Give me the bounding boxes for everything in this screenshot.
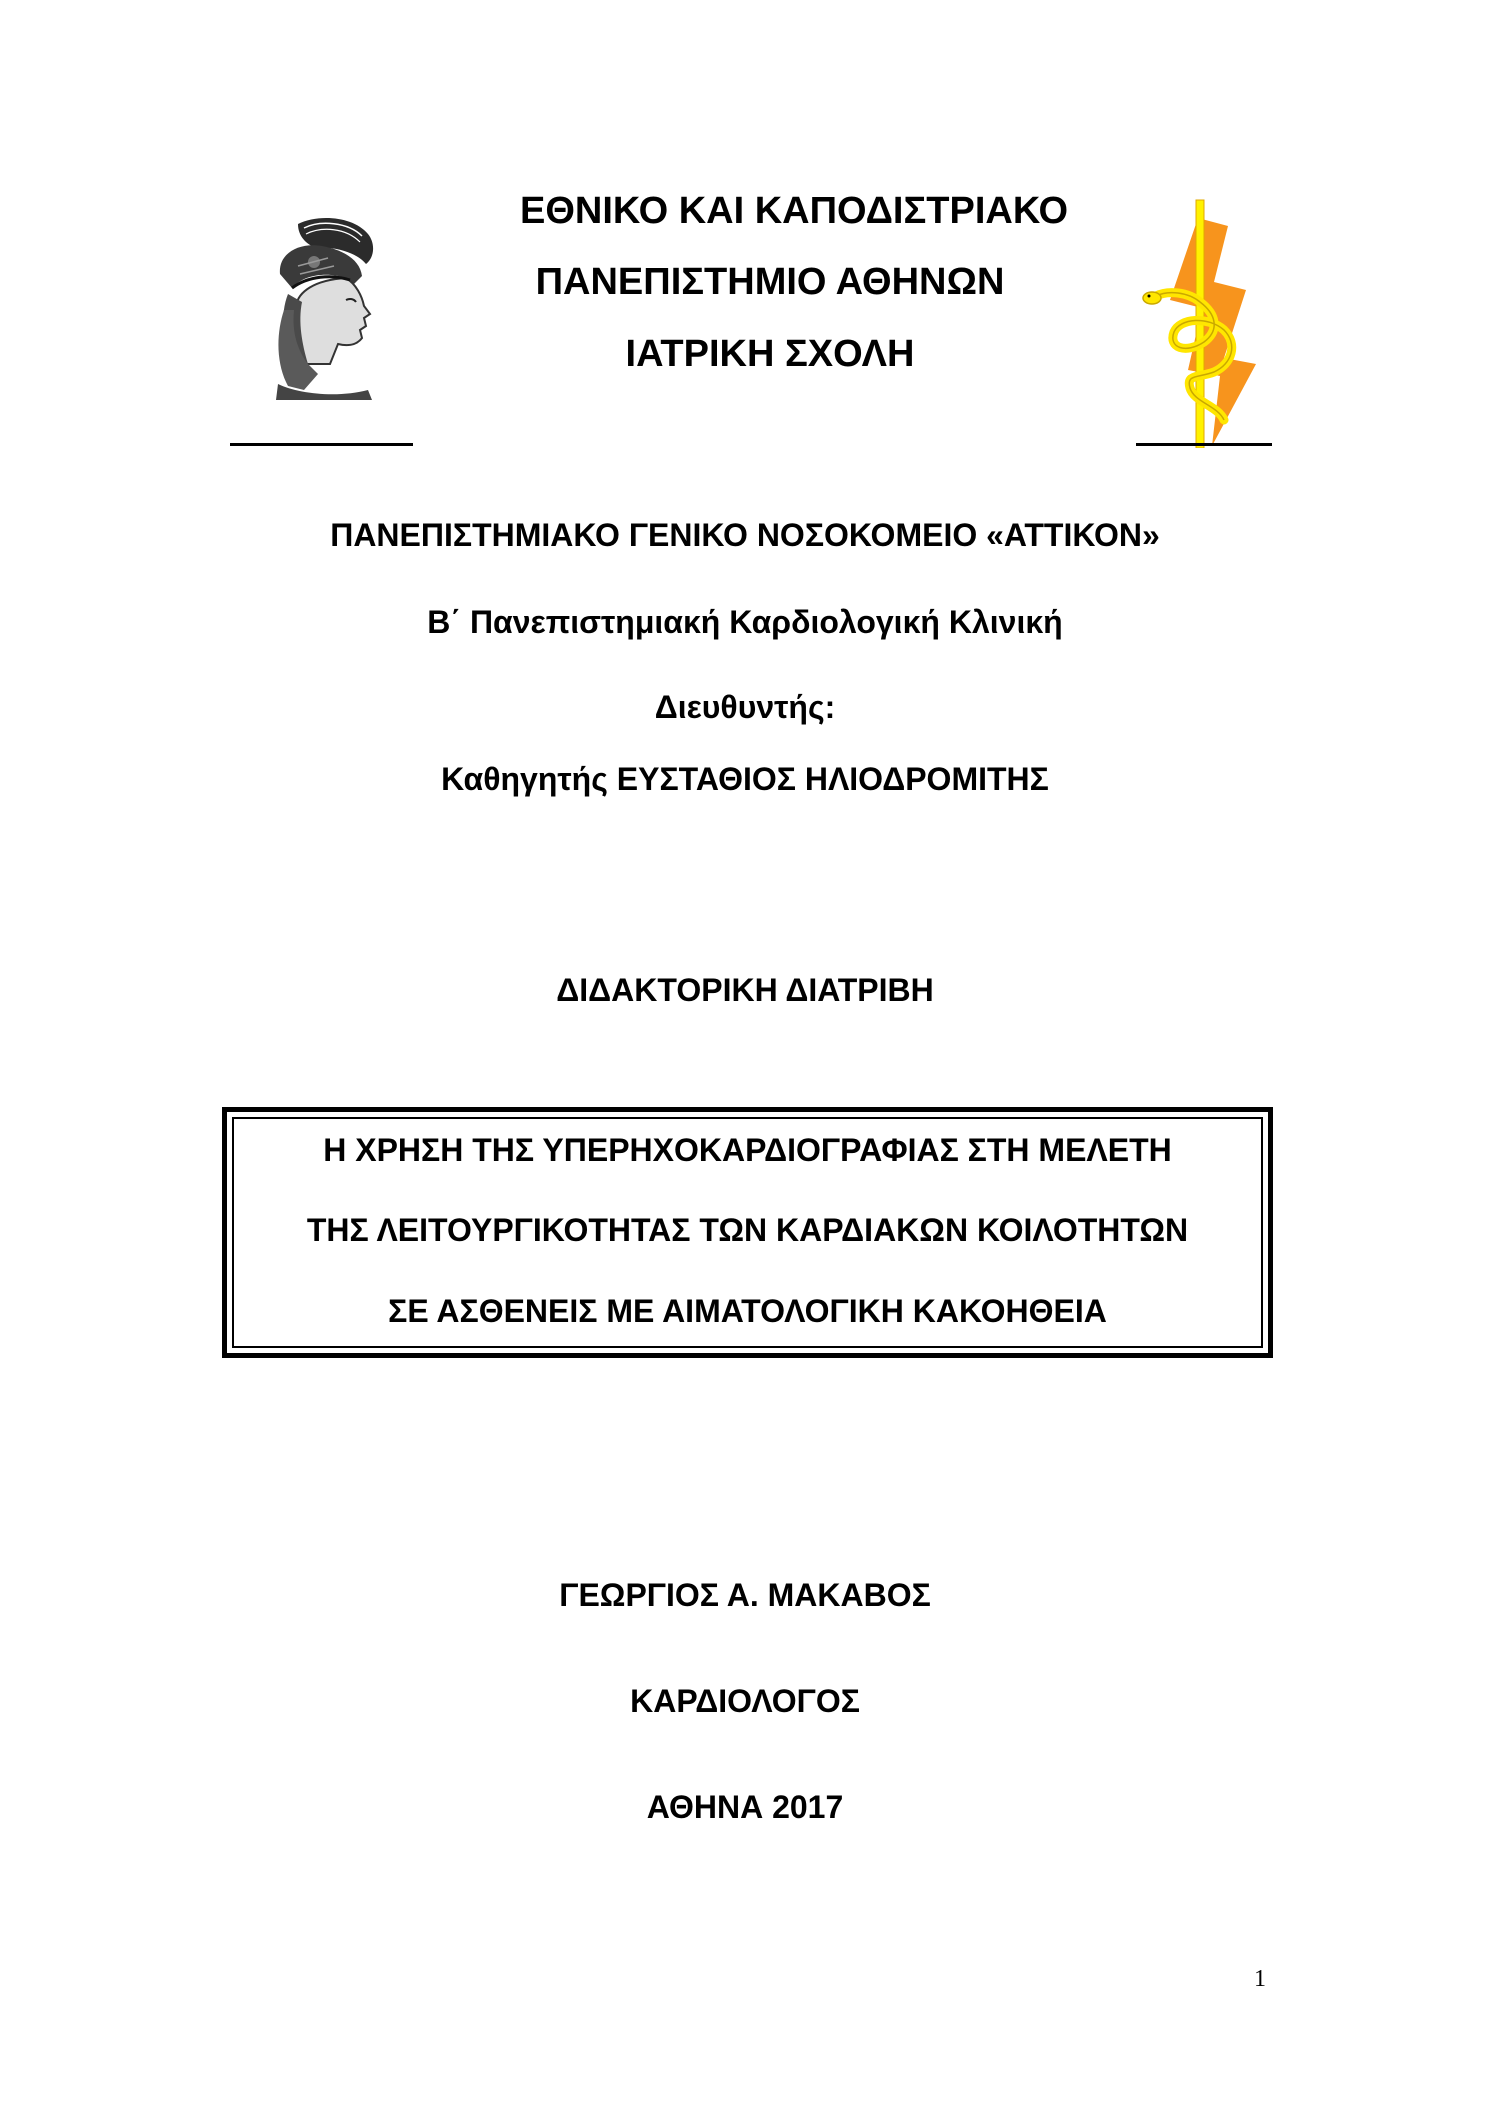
medical-lightning-icon <box>1128 198 1278 448</box>
document-type: ΔΙΔΑΚΤΟΡΙΚΗ ΔΙΑΤΡΙΒΗ <box>556 972 934 1008</box>
director-name: Καθηγητής ΕΥΣΤΑΘΙΟΣ ΗΛΙΟΔΡΟΜΙΤΗΣ <box>441 761 1049 797</box>
author-specialty: ΚΑΡΔΙΟΛΟΓΟΣ <box>630 1683 860 1719</box>
thesis-title-line-2: ΤΗΣ ΛΕΙΤΟΥΡΓΙΚΟΤΗΤΑΣ ΤΩΝ ΚΑΡΔΙΑΚΩΝ ΚΟΙΛΟΤΗΤΩΝ <box>306 1212 1189 1248</box>
clinic-name: Β΄ Πανεπιστημιακή Καρδιολογική Κλινική <box>427 604 1063 640</box>
university-name-line-1: ΕΘΝΙΚΟ ΚΑΙ ΚΑΠΟΔΙΣΤΡΙΑΚΟ <box>520 190 1069 232</box>
thesis-title-line-3: ΣΕ ΑΣΘΕΝΕΙΣ ΜΕ ΑΙΜΑΤΟΛΟΓΙΚΗ ΚΑΚΟΗΘΕΙΑ <box>388 1293 1107 1329</box>
hospital-name: ΠΑΝΕΠΙΣΤΗΜΙΑΚΟ ΓΕΝΙΚΟ ΝΟΣΟΚΟΜΕΙΟ «ΑΤΤΙΚΟΝ» <box>330 517 1160 553</box>
university-name-line-2: ΠΑΝΕΠΙΣΤΗΜΙΟ ΑΘΗΝΩΝ <box>535 261 1005 303</box>
thesis-title-box <box>222 1107 1273 1358</box>
right-header-rule <box>1136 443 1272 446</box>
page-number: 1 <box>1254 1966 1266 1992</box>
director-label: Διευθυντής: <box>654 689 836 725</box>
thesis-title-line-1: Η ΧΡΗΣΗ ΤΗΣ ΥΠΕΡΗΧΟΚΑΡΔΙΟΓΡΑΦΙΑΣ ΣΤΗ ΜΕΛΕΤΗ <box>323 1132 1172 1168</box>
author-name: ΓΕΩΡΓΙΟΣ Α. ΜΑΚΑΒΟΣ <box>559 1577 931 1613</box>
faculty-name: ΙΑΤΡΙΚΗ ΣΧΟΛΗ <box>625 333 915 375</box>
place-and-year: ΑΘΗΝΑ 2017 <box>646 1789 844 1825</box>
athena-head-icon <box>258 214 388 404</box>
left-header-rule <box>230 443 413 446</box>
